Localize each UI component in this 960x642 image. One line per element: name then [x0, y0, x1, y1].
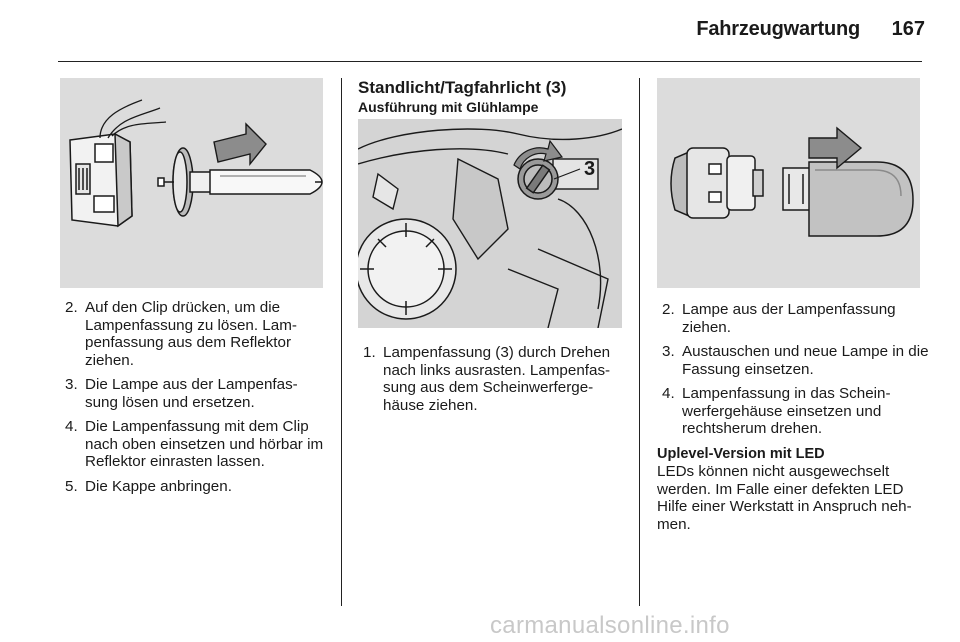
column-divider-left	[341, 78, 342, 606]
section-subheading: Ausführung mit Glühlampe	[358, 99, 539, 115]
left-steps-list	[60, 299, 330, 502]
header-divider	[58, 61, 922, 62]
figure-bulb-socket	[657, 78, 920, 288]
list-item: 3. Die Lampe aus der Lampenfas-sung lösen und ersetzen.	[65, 376, 298, 411]
list-item: 3. Austauschen und neue Lampe in die Fassung einsetzen.	[662, 343, 929, 378]
middle-steps-list	[358, 344, 626, 421]
right-steps-list	[657, 301, 929, 445]
figure-bulb-removal	[60, 78, 323, 288]
list-item: 2. Lampe aus der Lampenfassung ziehen.	[662, 301, 896, 336]
section-title: Fahrzeugwartung	[696, 18, 860, 40]
column-divider-right	[639, 78, 640, 606]
callout-label: 3	[584, 158, 596, 180]
section-heading: Standlicht/Tagfahrlicht (3)	[358, 78, 567, 97]
list-item: 1. Lampenfassung (3) durch Drehen nach links ausrasten. Lampenfas-sung aus dem Scheinwerferge-häuse ziehen.	[363, 344, 611, 414]
led-paragraph: LEDs können nicht ausgewechselt werden. Im Falle einer defekten LED Hilfe einer Werkstatt in Anspruch neh-men.	[657, 463, 912, 533]
list-item: 2. Auf den Clip drücken, um die Lampenfassung zu lösen. Lam-penfassung aus dem Reflektor ziehen.	[65, 299, 297, 369]
list-item: 4. Die Lampenfassung mit dem Clip nach oben einsetzen und hörbar im Reflektor einrasten lassen.	[65, 418, 324, 470]
figure-headlamp-housing	[358, 119, 622, 328]
watermark: carmanualsonline.info	[490, 612, 730, 639]
list-item: 5. Die Kappe anbringen.	[65, 477, 232, 495]
led-heading: Uplevel-Version mit LED	[657, 446, 825, 462]
list-item: 4. Lampenfassung in das Schein-werfergehäuse einsetzen und rechtsherum drehen.	[662, 385, 891, 437]
page-number: 167	[891, 18, 925, 40]
